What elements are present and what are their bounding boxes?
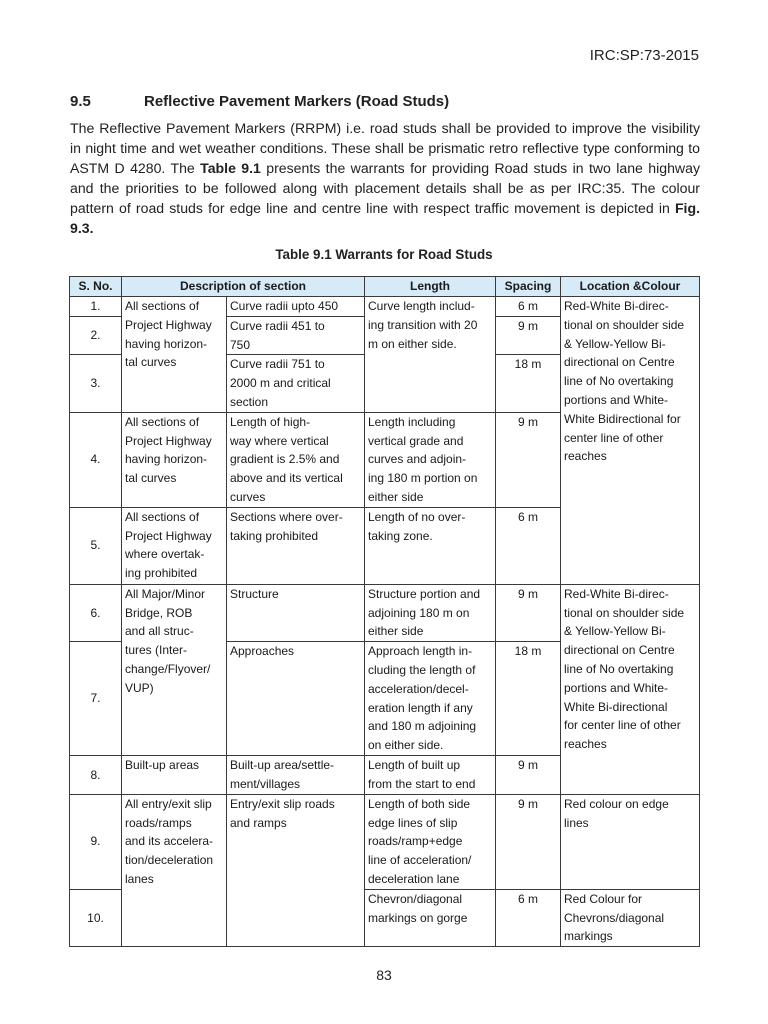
sub-description: Sections where over- taking prohibited [227, 507, 365, 584]
row-sno: 4. [70, 412, 122, 507]
header-spacing: Spacing [496, 277, 561, 297]
spacing-cell: 9 m [496, 756, 561, 795]
document-code: IRC:SP:73-2015 [589, 47, 699, 64]
sub-description: Length of high- way where vertical gradient is 2.5% and above and its vertical curves [227, 412, 365, 507]
row-sno: 3. [70, 355, 122, 412]
length-cell: Length of both side edge lines of slip roads/ramp+edge line of acceleration/ deceleration lane [365, 794, 496, 889]
sub-description: Structure [227, 584, 365, 641]
length-cell: Curve length includ- ing transition with 20 m on either side. [365, 297, 496, 413]
table-title: Table 9.1 Warrants for Road Studs [275, 247, 493, 262]
row-sno: 8. [70, 756, 122, 795]
row-sno: 1. [70, 297, 122, 317]
row-sno: 5. [70, 507, 122, 584]
spacing-cell: 9 m [496, 412, 561, 507]
section-description: All sections of Project Highway where overtak- ing prohibited [122, 507, 227, 584]
row-sno: 2. [70, 316, 122, 355]
spacing-cell: 9 m [496, 316, 561, 355]
sub-description: Approaches [227, 642, 365, 756]
length-cell: Chevron/diagonal markings on gorge [365, 889, 496, 946]
section-description: All sections of Project Highway having horizon- tal curves [122, 297, 227, 413]
para-bold-table-ref: Table 9.1 [200, 160, 261, 176]
length-cell: Length of no over- taking zone. [365, 507, 496, 584]
section-number: 9.5 [70, 93, 91, 110]
header-length: Length [365, 277, 496, 297]
row-sno: 6. [70, 584, 122, 641]
header-sno: S. No. [70, 277, 122, 297]
para-text-1: The Reflective Pavement Markers (RRPM) i.e. road studs shall be provided to improve the visibility in night time and wet weather conditions. These shall be prismatic retro reflective type conforming to ASTM D 4280. The [70, 120, 700, 176]
row-sno: 9. [70, 794, 122, 889]
spacing-cell: 6 m [496, 297, 561, 317]
section-title: Reflective Pavement Markers (Road Studs) [144, 93, 450, 110]
length-cell: Length including vertical grade and curves and adjoin- ing 180 m portion on either side [365, 412, 496, 507]
table-row [70, 584, 700, 641]
spacing-cell: 9 m [496, 584, 561, 641]
row-sno: 7. [70, 642, 122, 756]
section-heading [70, 93, 700, 110]
para-text-2: presents the warrants for providing Road studs in two lane highway and the priorities to be followed along with placement details shall be as per IRC:35. The colour pattern of road studs for edge line and centre line with respect traffic movement is depicted in [70, 160, 700, 216]
location-colour-cell: Red-White Bi-direc- tional on shoulder side & Yellow-Yellow Bi- directional on Centre line of No overtaking portions and White- White Bi-directional for center line of other reaches [561, 584, 700, 794]
section-description: Built-up areas [122, 756, 227, 795]
para-bold-fig-ref: Fig. 9.3. [70, 200, 700, 236]
section-paragraph [70, 118, 700, 238]
table-row [70, 794, 700, 889]
location-colour-cell: Red colour on edge lines [561, 794, 700, 889]
header-location: Location &Colour [561, 277, 700, 297]
row-sno: 10. [70, 889, 122, 946]
sub-description: Curve radii 751 to 2000 m and critical section [227, 355, 365, 412]
location-colour-cell: Red Colour for Chevrons/diagonal markings [561, 889, 700, 946]
spacing-cell: 9 m [496, 794, 561, 889]
table-row [70, 297, 700, 317]
spacing-cell: 18 m [496, 642, 561, 756]
sub-description: Curve radii 451 to 750 [227, 316, 365, 355]
warrants-table [69, 276, 700, 947]
length-cell: Approach length in- cluding the length of acceleration/decel- eration length if any and 180 m adjoining on either side. [365, 642, 496, 756]
sub-description: Curve radii upto 450 [227, 297, 365, 317]
sub-description: Entry/exit slip roads and ramps [227, 794, 365, 946]
length-cell: Structure portion and adjoining 180 m on either side [365, 584, 496, 641]
header-description: Description of section [122, 277, 365, 297]
section-description: All Major/Minor Bridge, ROB and all struc- tures (Inter- change/Flyover/ VUP) [122, 584, 227, 755]
length-cell: Length of built up from the start to end [365, 756, 496, 795]
table-header-row [70, 277, 700, 297]
spacing-cell: 6 m [496, 507, 561, 584]
spacing-cell: 6 m [496, 889, 561, 946]
page-number: 83 [376, 967, 392, 983]
sub-description: Built-up area/settle- ment/villages [227, 756, 365, 795]
section-description: All sections of Project Highway having horizon- tal curves [122, 412, 227, 507]
spacing-cell: 18 m [496, 355, 561, 412]
location-colour-cell: Red-White Bi-direc- tional on shoulder side & Yellow-Yellow Bi- directional on Centre line of No overtaking portions and White- White Bidirectional for center line of other reaches [561, 297, 700, 585]
section-description: All entry/exit slip roads/ramps and its accelera- tion/deceleration lanes [122, 794, 227, 946]
